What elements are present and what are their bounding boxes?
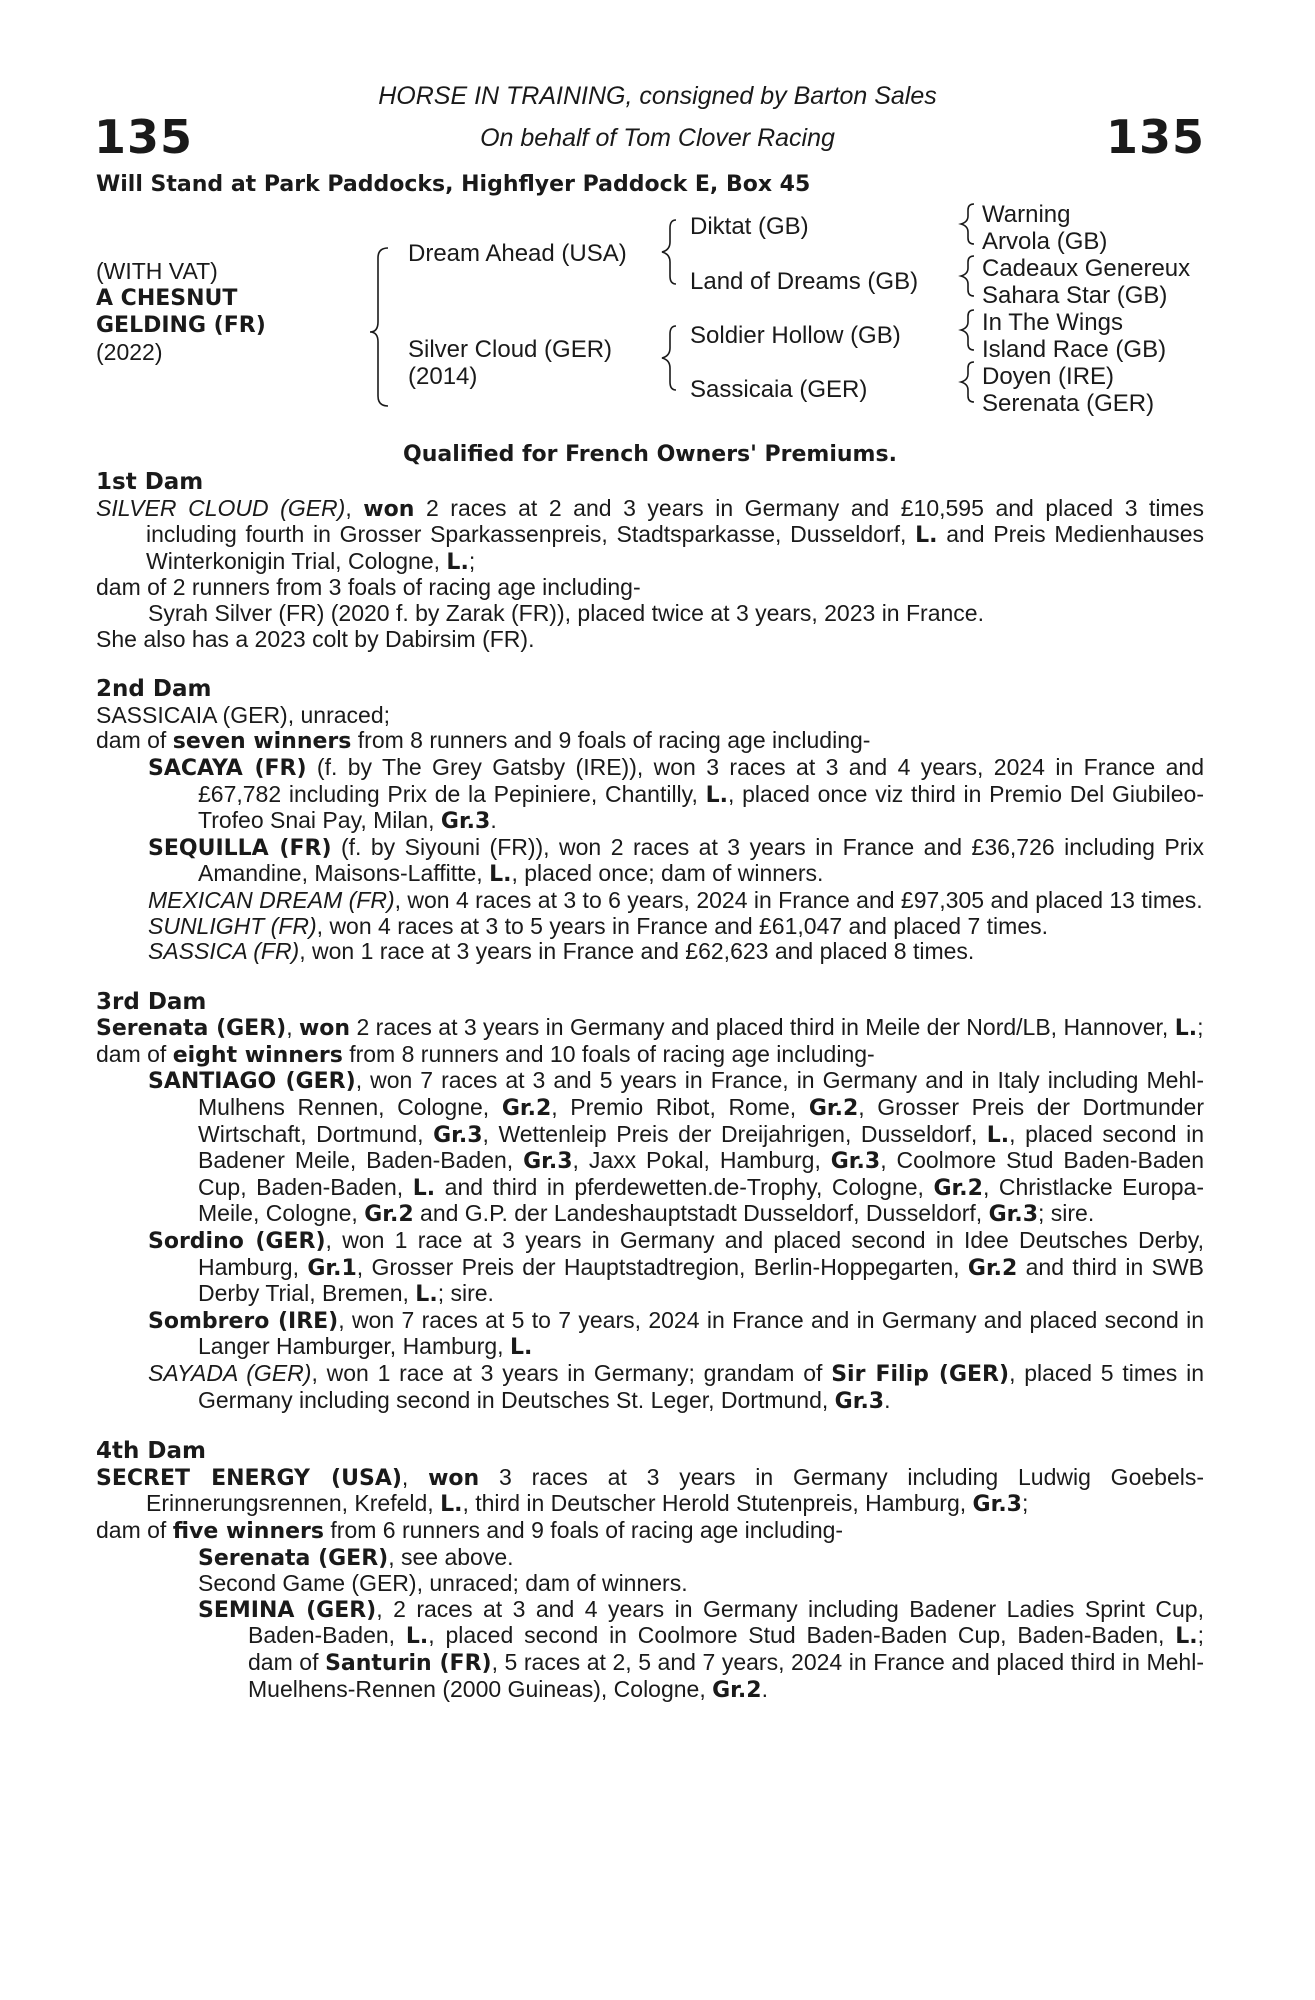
consignor-line: On behalf of Tom Clover Racing [480, 124, 835, 152]
offspring-entry: SACAYA (FR) (f. by The Grey Gatsby (IRE)), won 3 races at 3 and 4 years, 2024 in France and £67,782 including Prix de la Pepiniere, Chantilly, L., placed once viz third in Premio Del Giubileo-Trofeo Snai Pay, Milan, Gr.3. [148, 753, 1204, 835]
offspring-entry: SUNLIGHT (FR), won 4 races at 3 to 5 years in France and £61,047 and placed 7 times. [148, 912, 1048, 939]
pedigree-sire: Dream Ahead (USA) [408, 240, 627, 267]
won-label: won [363, 496, 415, 522]
section-heading: 3rd Dam [96, 988, 207, 1015]
offspring-entry: SANTIAGO (GER), won 7 races at 3 and 5 years in France, in Germany and in Italy including Mehl-Mulhens Rennen, Cologne, Gr.2, Premio Ribot, Rome, Gr.2, Grosser Preis der Dortmunder Wirtschaft, Dortmund, Gr.3, Wettenleip Preis der Dreijahrigen, Dusseldorf, L., placed second in Badener Meile, Baden-Baden, Gr.3, Jaxx Pokal, Hamburg, Gr.3, Coolmore Stud Baden-Baden Cup, Baden-Baden, L. and third in pferdewetten.de-Trophy, Cologne, Gr.2, Christlacke Europa-Meile, Cologne, Gr.2 and G.P. der Landeshauptstadt Dusseldorf, Dusseldorf, Gr.3; sire. [148, 1067, 1204, 1228]
pedigree-dam-dam: Sassicaia (GER) [690, 376, 868, 403]
horse-description-line2: GELDING (FR) [96, 313, 266, 338]
section-heading: 2nd Dam [96, 676, 212, 703]
consignment-line: HORSE IN TRAINING, consigned by Barton Sales [378, 82, 937, 110]
offspring-name: Sordino (GER) [148, 1229, 326, 1255]
dam-name: Serenata (GER) [96, 1016, 287, 1042]
foaling-year: (2022) [96, 339, 163, 365]
pedigree-g4: Sahara Star (GB) [982, 282, 1168, 309]
pedigree-g8: Serenata (GER) [982, 390, 1155, 417]
offspring-entry: Serenata (GER), see above. [198, 1543, 514, 1571]
catalogue-body [96, 470, 1204, 1703]
pedigree-g2: Arvola (GB) [982, 228, 1108, 255]
listed-tag: L. [915, 523, 938, 549]
lot-number-left: 135 [94, 110, 194, 164]
pedigree-g3: Cadeaux Genereux [982, 255, 1191, 282]
offspring-name: SAYADA (GER) [148, 1360, 312, 1386]
also-line: She also has a 2023 colt by Dabirsim (FR). [96, 625, 535, 652]
offspring-name: SUNLIGHT (FR) [148, 912, 317, 939]
dam-name: SECRET ENERGY (USA) [96, 1465, 402, 1491]
offspring-entry: SEQUILLA (FR) (f. by Siyouni (FR)), won 2 races at 3 years in France and £36,726 including Prix Amandine, Maisons-Laffitte, L., placed once; dam of winners. [148, 833, 1204, 888]
offspring-name: SEQUILLA (FR) [148, 835, 332, 861]
vat-note: (WITH VAT) [96, 258, 218, 284]
offspring-entry: Sombrero (IRE), won 7 races at 5 to 7 years, 2024 in France and in Germany and placed second in Langer Hamburger, Hamburg, L. [148, 1306, 1204, 1361]
offspring-entry: SAYADA (GER), won 1 race at 3 years in Germany; grandam of Sir Filip (GER), placed 5 times in Germany including second in Deutsches St. Leger, Dortmund, Gr.3. [148, 1360, 1204, 1414]
offspring-entry: Syrah Silver (FR) (2020 f. by Zarak (FR)), placed twice at 3 years, 2023 in France. [148, 599, 984, 626]
pedigree-g6: Island Race (GB) [982, 336, 1167, 363]
offspring-name: MEXICAN DREAM (FR) [148, 886, 395, 913]
section-heading: 1st Dam [96, 469, 204, 495]
offspring-name: SASSICA (FR) [148, 938, 300, 965]
dam-of-line: dam of 2 runners from 3 foals of racing age including- [96, 574, 641, 601]
pedigree-dam: Silver Cloud (GER) [408, 336, 613, 363]
offspring-name: SANTIAGO (GER) [148, 1069, 356, 1095]
dam-record: Serenata (GER), won 2 races at 3 years in Germany and placed third in Meile der Nord/LB, Hannover, L.; [96, 1014, 1204, 1042]
pedigree-sire-dam: Land of Dreams (GB) [690, 268, 919, 295]
stand-location: Will Stand at Park Paddocks, Highflyer Paddock E, Box 45 [96, 172, 811, 197]
offspring-name: SEMINA (GER) [198, 1597, 377, 1623]
section-heading: 4th Dam [96, 1438, 206, 1465]
dam-record: SILVER CLOUD (GER), won 2 races at 2 and 3 years in Germany and £10,595 and placed 3 times including fourth in Grosser Sparkassenpreis, Stadtsparkasse, Dusseldorf, L. and Preis Medienhauses Winterkonigin Trial, Cologne, L.; [96, 494, 1204, 575]
offspring-entry: Second Game (GER), unraced; dam of winners. [198, 1570, 688, 1597]
dam-record: SASSICAIA (GER), unraced; [96, 701, 391, 728]
lot-number-right: 135 [1105, 110, 1205, 164]
dam-record: SECRET ENERGY (USA), won 3 races at 3 years in Germany including Ludwig Goebels-Erinnerungsrennen, Krefeld, L., third in Deutscher Herold Stutenpreis, Hamburg, Gr.3; [96, 1463, 1204, 1518]
offspring-name: Serenata (GER) [198, 1545, 389, 1571]
pedigree-dam-sire: Soldier Hollow (GB) [690, 322, 901, 349]
offspring-entry: SASSICA (FR), won 1 race at 3 years in France and £62,623 and placed 8 times. [148, 938, 975, 965]
dam-name: SILVER CLOUD (GER) [96, 494, 346, 521]
grand-offspring-entry: SEMINA (GER), 2 races at 3 and 4 years in Germany including Badener Ladies Sprint Cup, Baden-Baden, L., placed second in Coolmore Stud Baden-Baden Cup, Baden-Baden, L.; dam of Santurin (FR), 5 races at 2, 5 and 7 years, 2024 in France and placed third in Mehl-Muelhens-Rennen (2000 Guineas), Cologne, Gr.2. [198, 1595, 1204, 1703]
pedigree-sire-sire: Diktat (GB) [690, 213, 809, 240]
offspring-name: Sombrero (IRE) [148, 1308, 339, 1334]
offspring-name: SACAYA (FR) [148, 755, 307, 781]
dam-of-line: dam of seven winners from 8 runners and 9 foals of racing age including- [96, 727, 871, 755]
dam-of-line: dam of eight winners from 8 runners and 10 foals of racing age including- [96, 1040, 875, 1068]
pedigree-g1: Warning [982, 201, 1071, 228]
pedigree-g5: In The Wings [982, 309, 1123, 336]
offspring-entry: MEXICAN DREAM (FR), won 4 races at 3 to 6 years, 2024 in France and £97,305 and placed 13 times. [148, 886, 1203, 913]
horse-description-line1: A CHESNUT [96, 286, 238, 311]
pedigree-dam-year: (2014) [408, 363, 478, 390]
dam-of-line: dam of five winners from 6 runners and 9 foals of racing age including- [96, 1516, 844, 1544]
premium-qualification: Qualified for French Owners' Premiums. [403, 442, 897, 467]
offspring-entry: Sordino (GER), won 1 race at 3 years in Germany and placed second in Idee Deutsches Derby, Hamburg, Gr.1, Grosser Preis der Hauptstadtregion, Berlin-Hoppegarten, Gr.2 and third in SWB Derby Trial, Bremen, L.; sire. [148, 1227, 1205, 1308]
listed-tag: L. [446, 549, 469, 575]
pedigree-g7: Doyen (IRE) [982, 363, 1115, 390]
